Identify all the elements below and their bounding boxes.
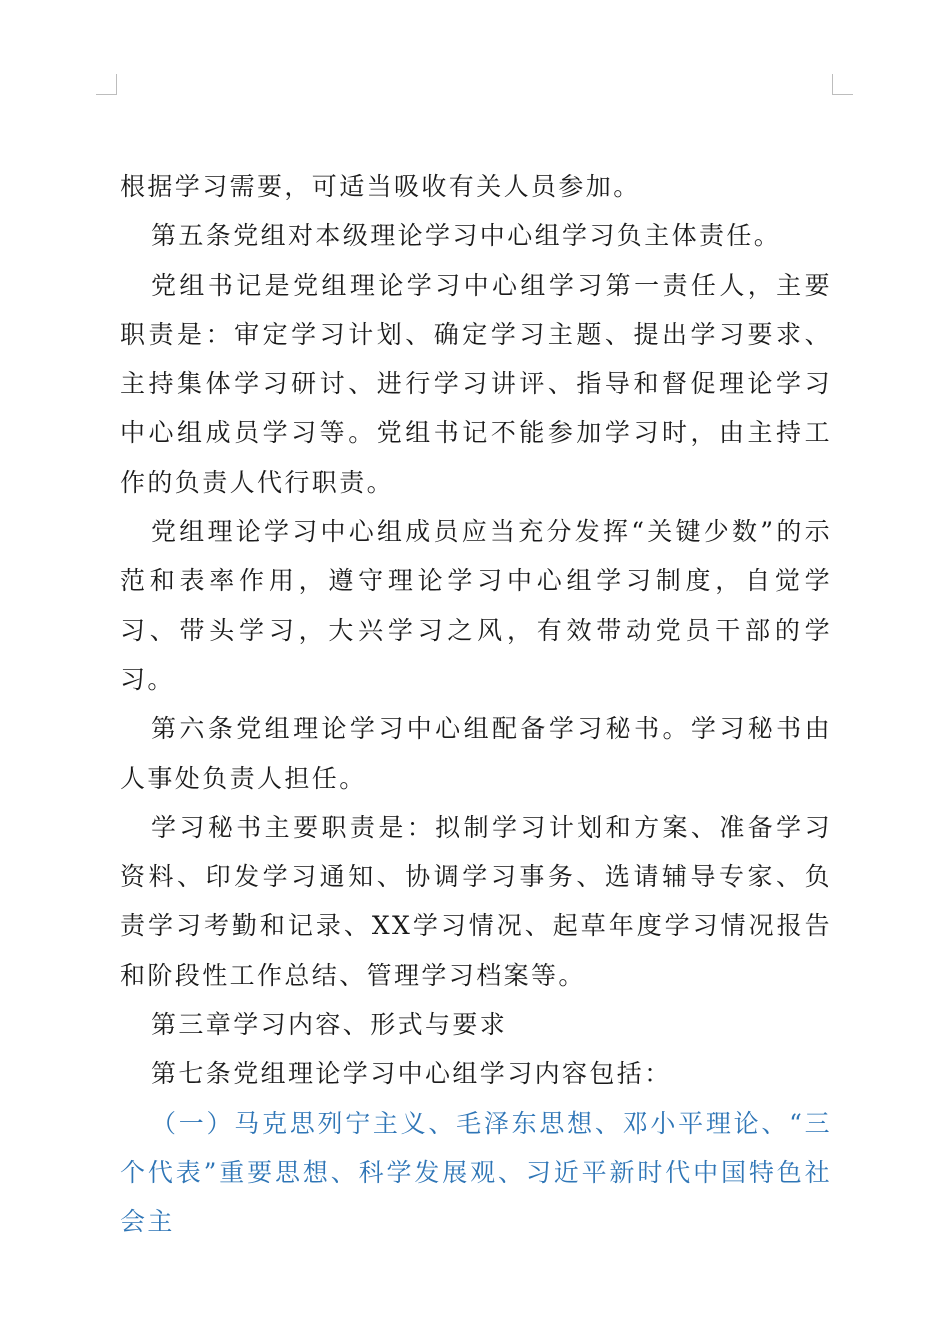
document-body (120, 162, 832, 1247)
crop-mark-top-left (96, 74, 117, 95)
crop-mark-top-right (832, 74, 853, 95)
paragraph-continuation: 根据学习需要，可适当吸收有关人员参加。 (120, 172, 641, 201)
chapter-heading-3: 第三章学习内容、形式与要求 (151, 1010, 508, 1040)
paragraph-article-5: 第五条党组对本级理论学习中心组学习负主体责任。 (151, 221, 782, 251)
paragraph-secretary-duties: 党组书记是党组理论学习中心组学习第一责任人，主要职责是：审定学习计划、确定学习主题、提出学习要求、主持集体学习研讨、进行学习讲评、指导和督促理论学习中心组成员学习等。党组书记不能参加学习时，由主持工作的负责人代行职责。 (120, 270, 832, 497)
paragraph-item-1-highlighted: （一）马克思列宁主义、毛泽东思想、邓小平理论、“三个代表”重要思想、科学发展观、习近平新时代中国特色社会主 (120, 1108, 832, 1237)
paragraph-article-6: 第六条党组理论学习中心组配备学习秘书。学习秘书由人事处负责人担任。 (120, 714, 832, 793)
paragraph-study-secretary-duties: 学习秘书主要职责是：拟制学习计划和方案、准备学习资料、印发学习通知、协调学习事务、选请辅导专家、负责学习考勤和记录、XX学习情况、起草年度学习情况报告和阶段性工作总结、管理学习档案等。 (120, 812, 832, 990)
paragraph-article-7: 第七条党组理论学习中心组学习内容包括： (151, 1059, 672, 1089)
paragraph-member-role: 党组理论学习中心组成员应当充分发挥“关键少数”的示范和表率作用，遵守理论学习中心组学习制度，自觉学习、带头学习，大兴学习之风，有效带动党员干部的学习。 (120, 517, 832, 694)
